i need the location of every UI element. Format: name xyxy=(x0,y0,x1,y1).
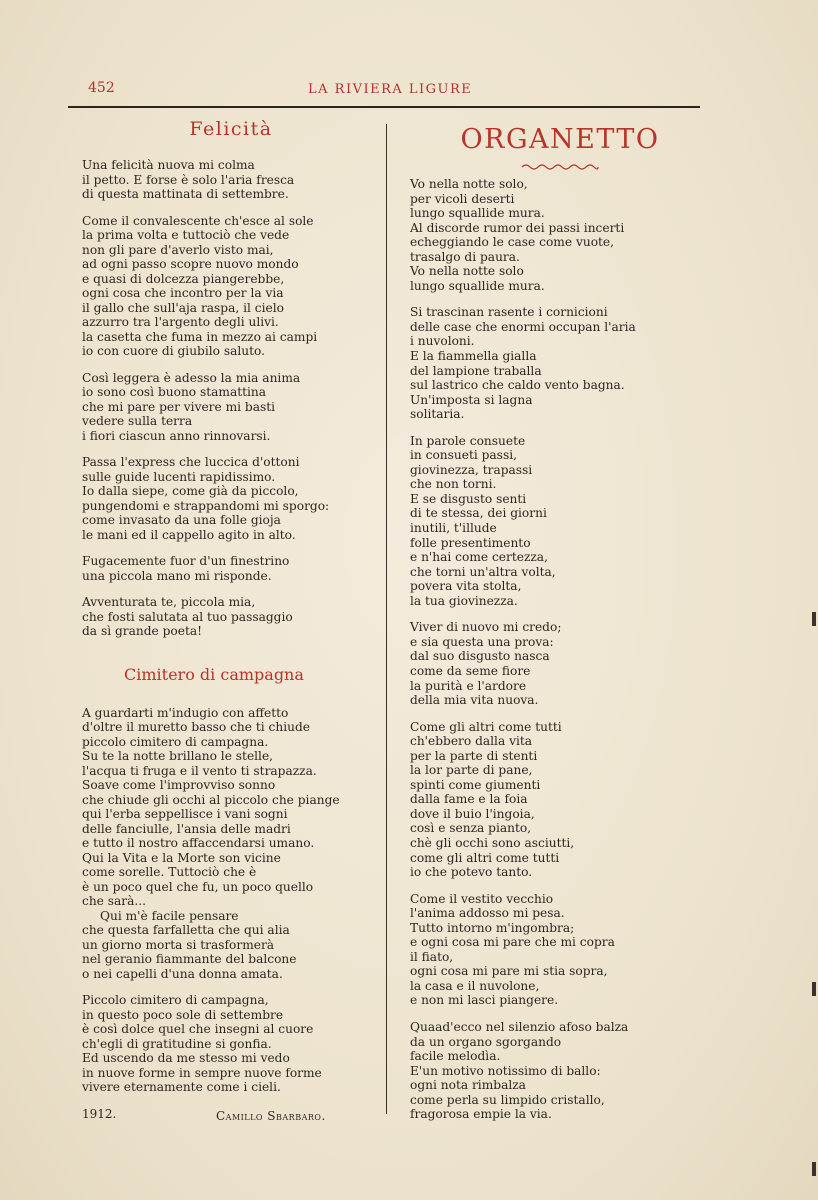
verse-line: Avventurata te, piccola mia, xyxy=(82,595,256,609)
verse-line: chè gli occhi sono asciutti, xyxy=(410,835,575,850)
verse-line: che chiude gli occhi al piccolo che piange xyxy=(82,792,340,807)
squiggle-ornament-icon xyxy=(520,162,600,172)
verse-line: nel geranio fiammante del balcone xyxy=(82,952,297,966)
verse-line: la casa e il nuvolone, xyxy=(410,978,540,993)
verse-line: dove il buio l'ingoia, xyxy=(410,806,535,821)
verse-line: in questo poco sole di settembre xyxy=(82,1007,284,1022)
verse-line: le mani ed il cappello agito in alto. xyxy=(82,527,296,542)
verse-line: ogni nota rimbalza xyxy=(410,1078,526,1093)
verse-line: i nuvoloni. xyxy=(410,334,475,349)
verse-line: dalla fame e la foia xyxy=(410,792,528,807)
verse-line: inutili, t'illude xyxy=(410,521,497,536)
verse-line: Così leggera è adesso la mia anima xyxy=(82,370,301,385)
verse-line: come sorelle. Tuttociò che è xyxy=(82,865,257,879)
verse-line: la prima volta e tuttociò che vede xyxy=(82,228,290,242)
verse-line: A guardarti m'indugio con affetto xyxy=(82,705,289,720)
page-edge-mark xyxy=(812,1162,816,1176)
stanza xyxy=(82,554,380,583)
verse-line: Vo nella notte solo xyxy=(410,264,524,279)
verse-line: come gli altri come tutti xyxy=(410,850,560,865)
verse-line: E la fiammella gialla xyxy=(410,349,537,364)
title-ornament xyxy=(410,157,710,167)
verse-line: che fosti salutata al tuo passaggio xyxy=(82,609,293,624)
poem-body-cimitero xyxy=(82,706,380,1095)
verse-line: e tutto il nostro affaccendarsi umano. xyxy=(82,836,315,850)
verse-line: una piccola mano mi risponde. xyxy=(82,568,272,583)
verse-line: azzurro tra l'argento degli ulivi. xyxy=(82,315,279,329)
verse-line: E se disgusto senti xyxy=(410,491,527,506)
verse-line: pungendomi e strappandomi mi sporgo: xyxy=(82,498,330,513)
stanza xyxy=(82,214,380,359)
verse-line: Come il convalescente ch'esce al sole xyxy=(82,213,314,228)
stanza xyxy=(410,1020,710,1122)
verse-line: la purità e l'ardore xyxy=(410,678,527,693)
verse-line: In parole consuete xyxy=(410,433,526,448)
page-number: 452 xyxy=(88,80,115,96)
verse-line: la casetta che fuma in mezzo ai campi xyxy=(82,329,318,344)
verse-line: povera vita stolta, xyxy=(410,579,522,594)
poem-body-felicita xyxy=(82,158,380,639)
verse-line: vedere sulla terra xyxy=(82,414,193,428)
right-column xyxy=(410,124,710,1134)
verse-line: che mi pare per vivere mi basti xyxy=(82,399,276,414)
verse-line: che sarà... xyxy=(82,894,146,908)
verse-line: è così dolce quel che insegni al cuore xyxy=(82,1022,314,1036)
verse-line: il gallo che sull'aja raspa, il cielo xyxy=(82,300,284,315)
verse-line: è un poco quel che fu, un poco quello xyxy=(82,879,314,894)
verse-line: Come il vestito vecchio xyxy=(410,891,554,906)
stanza xyxy=(410,892,710,1008)
verse-line: Io dalla siepe, come già da piccolo, xyxy=(82,484,299,498)
verse-line: del lampione traballa xyxy=(410,363,542,378)
verse-line: che torni un'altra volta, xyxy=(410,564,556,579)
verse-line: io sono così buono stamattina xyxy=(82,385,267,399)
verse-line: E'un motivo notissimo di ballo: xyxy=(410,1063,601,1078)
verse-line: folle presentimento xyxy=(410,535,531,550)
verse-line: come perla su limpido cristallo, xyxy=(410,1092,605,1107)
verse-line: Quaad'ecco nel silenzio afoso balza xyxy=(410,1019,629,1034)
stanza xyxy=(410,434,710,609)
verse-line: che non torni. xyxy=(410,477,497,492)
verse-line: delle case che enormi occupan l'aria xyxy=(410,319,636,334)
verse-line: Si trascinan rasente i cornicioni xyxy=(410,305,608,320)
verse-line: da un organo sgorgando xyxy=(410,1034,562,1049)
verse-line: dal suo disgusto nasca xyxy=(410,649,550,664)
verse-line: Tutto intorno m'ingombra; xyxy=(410,920,575,935)
verse-line: echeggiando le case come vuote, xyxy=(410,235,615,250)
running-header xyxy=(88,80,688,104)
verse-line: in nuove forme in sempre nuove forme xyxy=(82,1065,322,1080)
running-title: LA RIVIERA LIGURE xyxy=(308,82,473,97)
verse-line: Vo nella notte solo, xyxy=(410,177,528,191)
verse-line: in consueti passi, xyxy=(410,448,517,463)
page-edge-mark xyxy=(812,982,816,996)
stanza xyxy=(410,305,710,421)
verse-line: e non mi lasci piangere. xyxy=(410,993,559,1008)
verse-line: Viver di nuovo mi credo; xyxy=(410,620,562,635)
stanza xyxy=(82,993,380,1095)
poem-organetto xyxy=(410,124,710,1122)
verse-line: Qui m'è facile pensare xyxy=(100,908,239,923)
verse-line: l'anima addosso mi pesa. xyxy=(410,906,565,921)
verse-line: come invasato da una folle gioja xyxy=(82,513,281,527)
verse-line: e ogni cosa mi pare che mi copra xyxy=(410,935,615,950)
poem-cimitero xyxy=(82,665,380,1127)
verse-line: della mia vita nuova. xyxy=(410,693,539,708)
verse-line: la tua giovinezza. xyxy=(410,593,518,608)
verse-line: non gli pare d'averlo visto mai, xyxy=(82,242,274,257)
verse-line: Su te la notte brillano le stelle, xyxy=(82,749,274,763)
verse-line: Un'imposta si lagna xyxy=(410,392,533,407)
verse-line: d'oltre il muretto basso che ti chiude xyxy=(82,720,310,734)
verse-line: di questa mattinata di settembre. xyxy=(82,187,289,201)
stanza xyxy=(82,371,380,444)
verse-line: ch'ebbero dalla vita xyxy=(410,734,533,749)
column-divider xyxy=(386,124,387,1114)
verse-line: l'acqua ti fruga e il vento ti strapazza. xyxy=(82,763,317,778)
signature xyxy=(82,1107,380,1127)
verse-line: Piccolo cimitero di campagna, xyxy=(82,993,269,1007)
verse-line: un giorno morta si trasformerà xyxy=(82,937,275,952)
poem-title-organetto: ORGANETTO xyxy=(460,124,660,155)
verse-line: lungo squallide mura. xyxy=(410,278,545,293)
poem-body-organetto xyxy=(410,177,710,1122)
verse-line: io che potevo tanto. xyxy=(410,865,533,880)
header-rule xyxy=(68,106,700,108)
page-edge-mark xyxy=(812,612,816,626)
poem-title-felicita: Felicità xyxy=(189,118,273,140)
verse-line: così e senza pianto, xyxy=(410,821,532,836)
verse-line: e sia questa una prova: xyxy=(410,634,554,649)
verse-line: ad ogni passo scopre nuovo mondo xyxy=(82,257,299,271)
verse-line: la lor parte di pane, xyxy=(410,763,533,778)
verse-line: trasalgo di paura. xyxy=(410,249,520,264)
stanza xyxy=(82,595,380,639)
verse-line: o nei capelli d'una donna amata. xyxy=(82,966,283,981)
verse-line: Al discorde rumor dei passi incerti xyxy=(410,220,625,235)
verse-line: giovinezza, trapassi xyxy=(410,462,533,477)
verse-line: ogni cosa che incontro per la via xyxy=(82,286,284,300)
left-column xyxy=(82,118,380,1127)
poem-title-cimitero: Cimitero di campagna xyxy=(124,664,304,684)
verse-line: delle fanciulle, l'ansia delle madri xyxy=(82,821,291,836)
verse-line: sul lastrico che caldo vento bagna. xyxy=(410,378,625,393)
verse-line: per vicoli deserti xyxy=(410,191,515,206)
verse-line: spinti come giumenti xyxy=(410,777,541,792)
verse-line: Fugacemente fuor d'un finestrino xyxy=(82,554,290,568)
verse-line: ogni cosa mi pare mi stia sopra, xyxy=(410,964,608,979)
verse-line: che questa farfalletta che qui alia xyxy=(82,923,290,937)
verse-line: Soave come l'improvviso sonno xyxy=(82,778,276,792)
stanza xyxy=(410,720,710,880)
verse-line: il petto. E forse è solo l'aria fresca xyxy=(82,172,295,187)
signature-year: 1912. xyxy=(82,1106,117,1121)
verse-line: e quasi di dolcezza piangerebbe, xyxy=(82,271,285,286)
verse-line: io con cuore di giubilo saluto. xyxy=(82,344,266,358)
stanza xyxy=(82,158,380,202)
verse-line: da sì grande poeta! xyxy=(82,624,203,638)
verse-line: fragorosa empie la via. xyxy=(410,1107,552,1122)
verse-line: e n'hai come certezza, xyxy=(410,550,548,565)
verse-line: solitaria. xyxy=(410,407,465,422)
verse-line: Una felicità nuova mi colma xyxy=(82,158,255,172)
verse-line: Passa l'express che luccica d'ottoni xyxy=(82,455,300,469)
verse-line: di te stessa, dei giorni xyxy=(410,506,547,521)
stanza xyxy=(82,706,380,982)
poem-felicita xyxy=(82,118,380,639)
verse-line: i fiori ciascun anno rinnovarsi. xyxy=(82,428,271,443)
verse-line: ch'egli di gratitudine si gonfia. xyxy=(82,1036,272,1051)
verse-line: sulle guide lucenti rapidissimo. xyxy=(82,469,276,484)
verse-line: Qui la Vita e la Morte son vicine xyxy=(82,850,281,865)
stanza xyxy=(410,620,710,707)
stanza xyxy=(410,177,710,293)
verse-line: per la parte di stenti xyxy=(410,748,538,763)
verse-line: facile melodìa. xyxy=(410,1049,501,1064)
verse-line: Ed uscendo da me stesso mi vedo xyxy=(82,1051,290,1065)
stanza xyxy=(82,455,380,542)
stanza-lines xyxy=(82,923,380,981)
signature-author: Camillo Sbarbaro. xyxy=(216,1108,326,1123)
stanza-lines xyxy=(82,706,380,909)
verse-line: qui l'erba seppellisce i vani sogni xyxy=(82,807,288,821)
verse-line: vivere eternamente come i cieli. xyxy=(82,1080,281,1094)
verse-line: piccolo cimitero di campagna. xyxy=(82,734,269,749)
verse-line: lungo squallide mura. xyxy=(410,206,545,221)
verse-line: Come gli altri come tutti xyxy=(410,719,562,734)
verse-line: il fiato, xyxy=(410,949,454,964)
verse-line: come da seme fiore xyxy=(410,663,531,678)
